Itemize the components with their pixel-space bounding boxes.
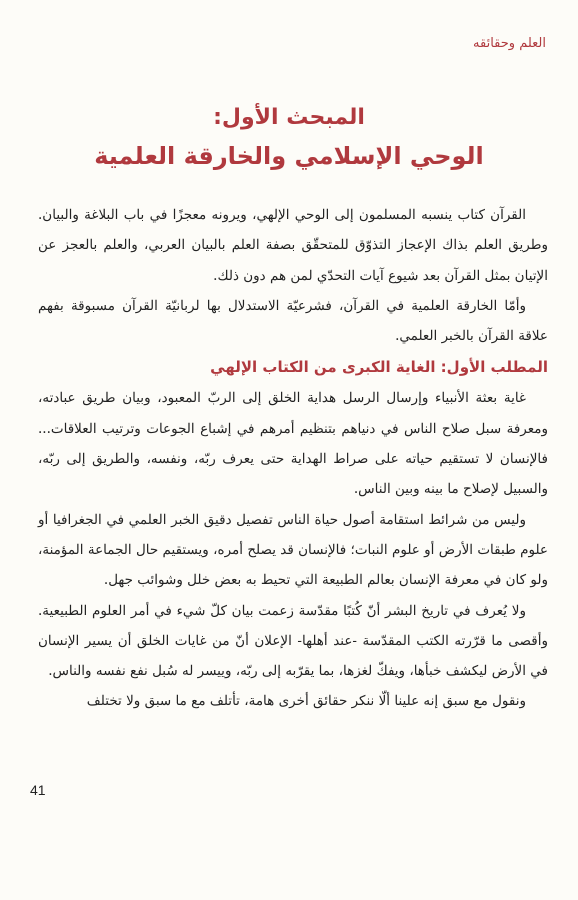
body-text (38, 200, 548, 717)
intro-paragraph: القرآن كتاب ينسبه المسلمون إلى الوحي الإلهي، ويرونه معجزًا في باب البلاغة والبيان. وطريق العلم بذاك الإعجاز التذوّق للمتحقّق بصفة العلم بالبيان العربي، والعلم بالعجز عن الإتيان بمثل القرآن بعد شيوع آيات التحدّي لمن هم دون ذلك. (38, 207, 548, 284)
chapter-title-line-2: الوحي الإسلامي والخارقة العلمية (94, 142, 484, 170)
section-paragraph: ونقول مع سبق إنه علينا ألّا ننكر حقائق أخرى هامة، تأتلف مع ما سبق ولا تختلف (86, 693, 526, 710)
section-heading: المطلب الأول: الغاية الكبرى من الكتاب الإلهي (210, 358, 548, 377)
running-header: العلم وحقائقه (473, 36, 546, 51)
section-paragraph: وليس من شرائط استقامة أصول حياة الناس تفصيل دقيق الخبر العلمي في الجغرافيا أو علوم طبقات الأرض أو علوم النبات؛ فالإنسان قد يصلح أمره، ويستقيم حال الجماعة المؤمنة، ولو كان في معرفة الإنسان بعالم الطبيعة التي تحيط به بعض خلل وشوائب جهل. (38, 511, 548, 589)
intro-paragraph: وأمّا الخارقة العلمية في القرآن، فشرعيّة الاستدلال بها لربانيّة القرآن مسبوقة بفهم علاقة القرآن بالخبر العلمي. (38, 297, 548, 345)
section-paragraph: ولا يُعرف في تاريخ البشر أنّ كُتبًا مقدّسة زعمت بيان كلّ شيء في أمر العلوم الطبيعية. وأقصى ما قرّرته الكتب المقدّسة -عند أهلها- الإعلان أنّ من غايات الخلق أن يسير الإنسان في الأرض ليكشف خبأها، ويفكّ لغزها، بما يقرّبه إلى ربّه، وييسر له سُبل نفع نفسه والناس. (38, 602, 548, 680)
chapter-title-line-1: المبحث الأول: (213, 105, 365, 130)
chapter-title-block (0, 100, 578, 176)
page-number: 41 (30, 782, 46, 798)
section-paragraph: غاية بعثة الأنبياء وإرسال الرسل هداية الخلق إلى الربّ المعبود، وبيان طريق عبادته، ومعرفة سبل صلاح الناس في دنياهم بتنظيم أمرهم في إشباع الجوعات وترتيب العلاقات... فالإنسان لا تستقيم حياته على صراط الهداية حتى يعرف ربّه، ونفسه، والطريق إلى ربّه، والسبيل لإصلاح ما بينه وبين الناس. (38, 390, 548, 498)
